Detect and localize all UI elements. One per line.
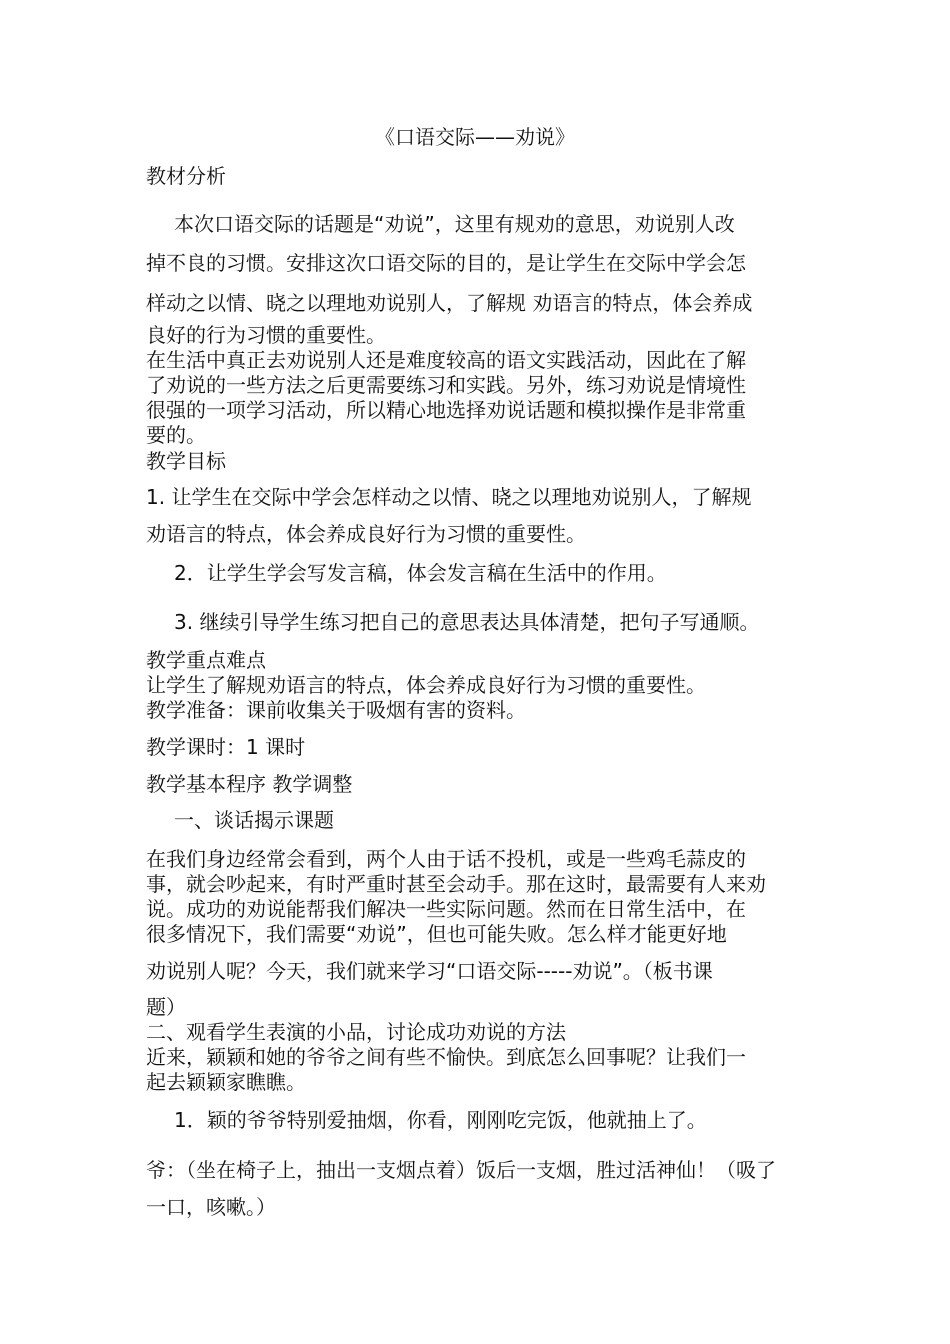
- goal-line: 2．让学生学会写发言稿，体会发言稿在生活中的作用。: [174, 561, 667, 585]
- section1-paragraph-line: 很多情况下，我们需要“劝说”，但也可能失败。怎么样才能更好地: [146, 922, 727, 946]
- goal-line: 3. 继续引导学生练习把自己的意思表达具体清楚，把句子写通顺。: [174, 610, 760, 634]
- goal-line: 劝语言的特点，体会养成良好行为习惯的重要性。: [146, 522, 586, 546]
- material-paragraph-line: 很强的一项学习活动，所以精心地选择劝说话题和模拟操作是非常重: [146, 398, 746, 422]
- heading-teaching-goals: 教学目标: [146, 449, 226, 473]
- section2-paragraph-line: 起去颖颖家瞧瞧。: [146, 1070, 306, 1094]
- material-paragraph-line: 在生活中真正去劝说别人还是难度较高的语文实践活动，因此在了解: [146, 348, 746, 372]
- material-paragraph-line: 本次口语交际的话题是“劝说”，这里有规劝的意思，劝说别人改: [174, 212, 735, 236]
- material-paragraph-line: 了劝说的一些方法之后更需要练习和实践。另外，练习劝说是情境性: [146, 373, 746, 397]
- section1-paragraph-line: 事，就会吵起来，有时严重时甚至会动手。那在这时，最需要有人来劝: [146, 872, 766, 896]
- class-hours-line: 教学课时：1 课时: [146, 735, 306, 759]
- heading-key-points: 教学重点难点: [146, 648, 266, 672]
- section1-paragraph-line: 在我们身边经常会看到，两个人由于话不投机，或是一些鸡毛蒜皮的: [146, 847, 746, 871]
- goal-line: 1. 让学生在交际中学会怎样动之以情、晓之以理地劝说别人，了解规: [146, 485, 752, 509]
- material-paragraph-line: 要的。: [146, 423, 206, 447]
- dialogue-line: 一口，咳嗽。）: [146, 1195, 276, 1219]
- material-paragraph-line: 样动之以情、晓之以理地劝说别人，了解规 劝语言的特点，体会养成: [146, 291, 753, 315]
- section2-heading: 二、观看学生表演的小品，讨论成功劝说的方法: [146, 1020, 566, 1044]
- key-points-line: 让学生了解规劝语言的特点，体会养成良好行为习惯的重要性。: [146, 673, 706, 697]
- section1-heading: 一、谈话揭示课题: [174, 808, 334, 832]
- document-title: 《口语交际——劝说》: [375, 125, 575, 149]
- procedure-heading: 教学基本程序 教学调整: [146, 772, 353, 796]
- section1-paragraph-line: 题）: [146, 995, 186, 1019]
- material-paragraph-line: 掉不良的习惯。安排这次口语交际的目的，是让学生在交际中学会怎: [146, 251, 746, 275]
- material-paragraph-line: 良好的行为习惯的重要性。: [146, 323, 386, 347]
- heading-material-analysis: 教材分析: [146, 164, 226, 188]
- preparation-line: 教学准备：课前收集关于吸烟有害的资料。: [146, 698, 526, 722]
- item1-line: 1．颖的爷爷特别爱抽烟，你看，刚刚吃完饭，他就抽上了。: [174, 1108, 707, 1132]
- section1-paragraph-line: 劝说别人呢？今天，我们就来学习“口语交际-----劝说”。（板书课: [146, 959, 713, 983]
- section1-paragraph-line: 说。成功的劝说能帮我们解决一些实际问题。然而在日常生活中，在: [146, 897, 746, 921]
- dialogue-line: 爷：（坐在椅子上，抽出一支烟点着）饭后一支烟，胜过活神仙！（吸了: [146, 1158, 776, 1182]
- section2-paragraph-line: 近来，颖颖和她的爷爷之间有些不愉快。到底怎么回事呢？让我们一: [146, 1045, 746, 1069]
